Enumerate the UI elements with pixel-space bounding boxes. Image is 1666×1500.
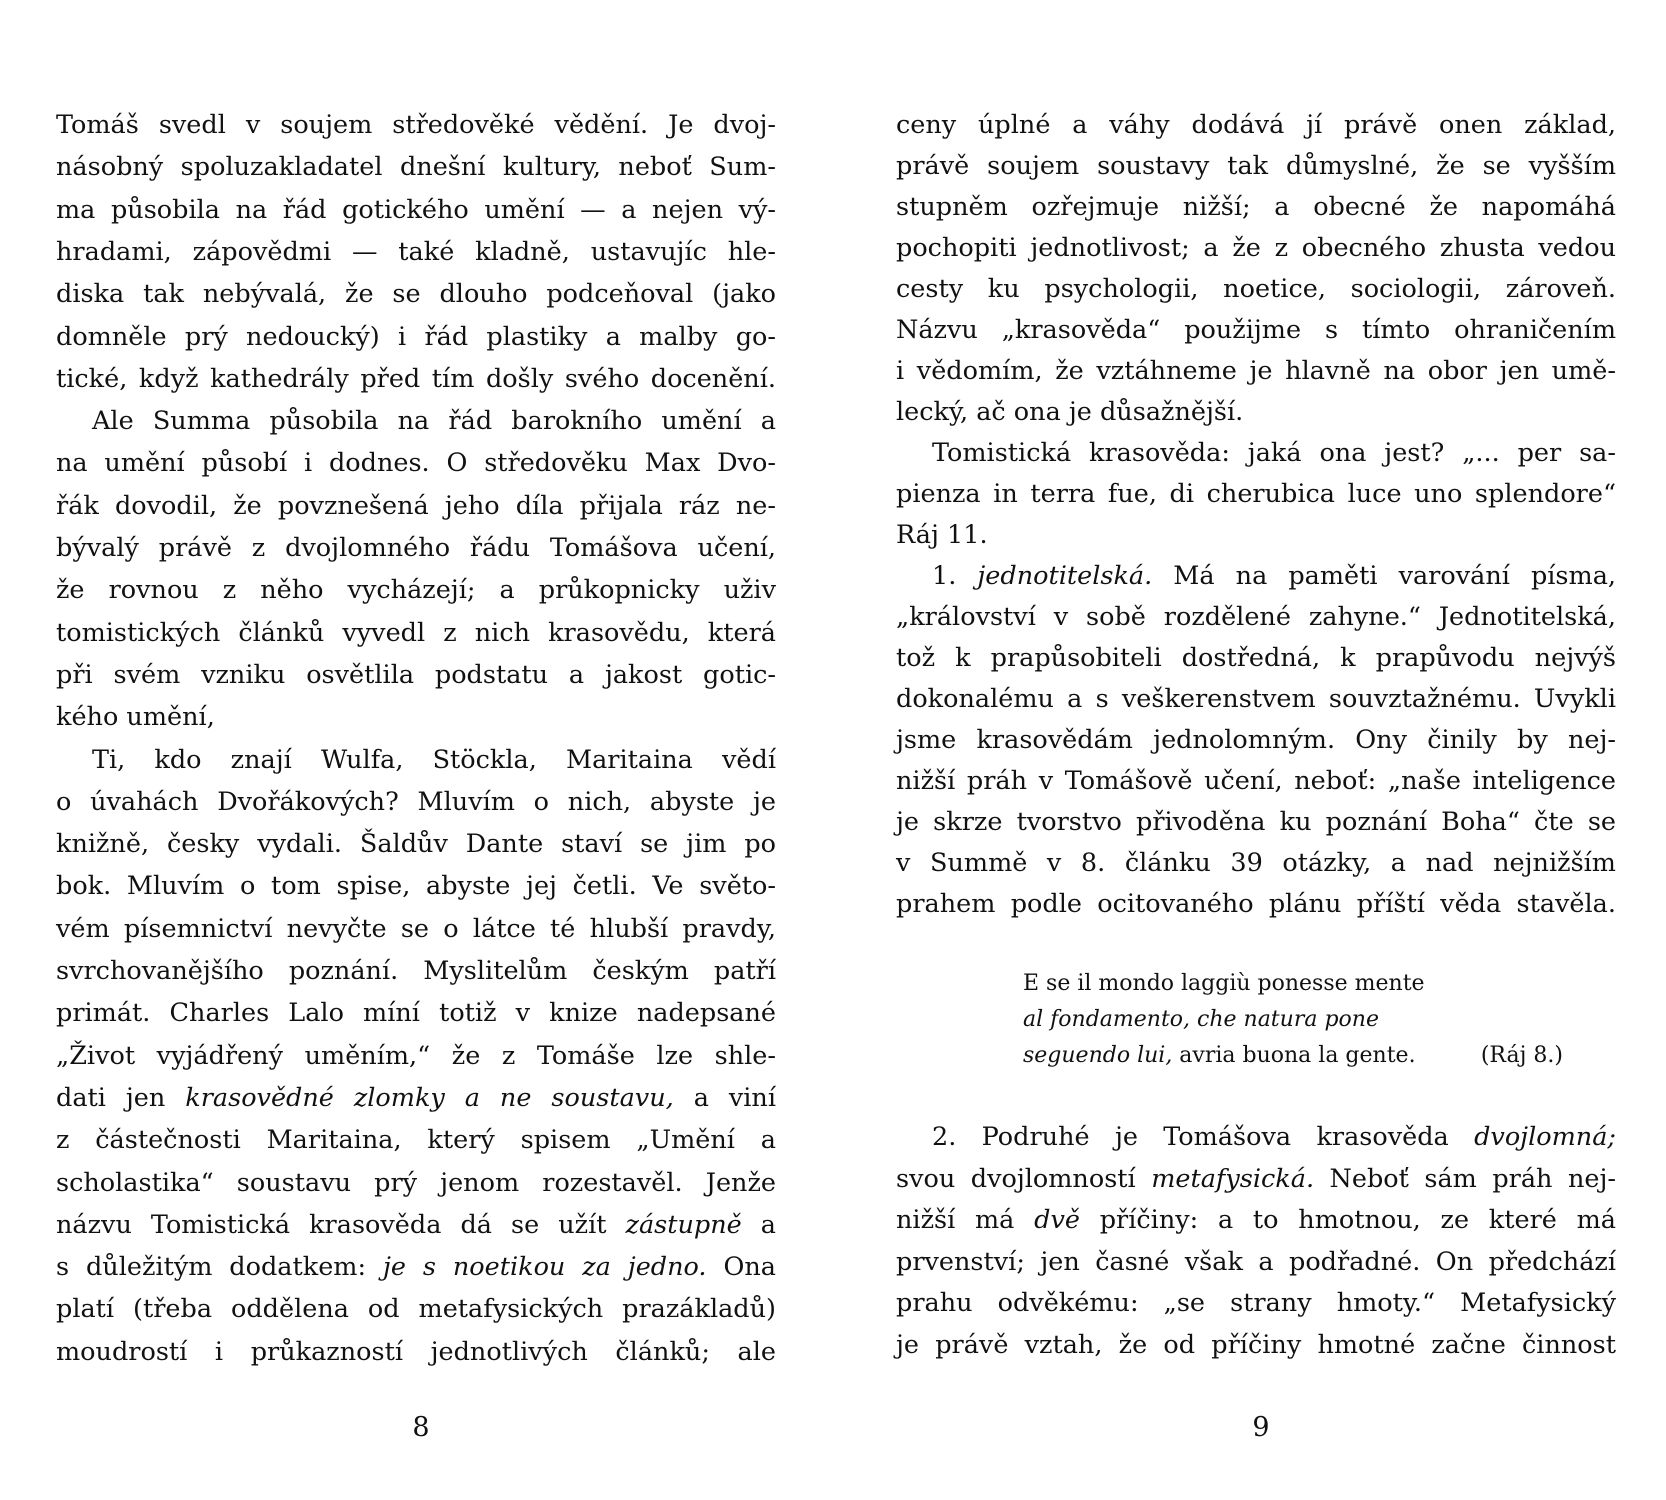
italic-text: jednotitelská.: [977, 561, 1153, 591]
text-span: platí (třeba oddělena od metafysických prazákladů): [56, 1294, 776, 1325]
text-line: [56, 273, 776, 315]
quotation-line: [1023, 1002, 1379, 1038]
text-line: [932, 432, 1616, 474]
page-number-left: 8: [412, 1412, 430, 1443]
text-line: [92, 739, 776, 781]
text-line: [56, 1162, 776, 1204]
text-line: [56, 189, 776, 231]
text-span: prvenství; jen časné však a podřadné. On předchází: [896, 1246, 1616, 1277]
text-line: [56, 1246, 776, 1288]
italic-text: metafysická.: [1151, 1163, 1315, 1194]
text-line: [56, 231, 776, 273]
text-line: [56, 1077, 776, 1119]
text-span: ceny úplné a váhy dodává jí právě onen základ,: [896, 110, 1616, 140]
text-line: [56, 992, 776, 1034]
text-span: kého umění,: [56, 702, 215, 733]
text-line: [896, 883, 1616, 925]
text-span: Tomáš svedl v soujem středověké vědění. Je dvoj-: [56, 110, 776, 140]
italic-text: dvě: [1034, 1205, 1080, 1235]
text-span: moudrostí i průkazností jednotlivých článků; ale: [56, 1336, 776, 1367]
text-span: scholastika“ soustavu prý jenom rozestavěl. Jenže: [56, 1167, 776, 1198]
text-span: ma působila na řád gotického umění — a nejen vý-: [56, 194, 776, 225]
text-line: [896, 186, 1616, 228]
text-span: „království v sobě rozdělené zahyne.“ Jednotitelská,: [896, 602, 1616, 632]
text-span: stupněm ozřejmuje nižší; a obecné že napomáhá: [896, 192, 1616, 222]
text-span: pochopiti jednotlivost; a že z obecného zhusta vedou: [896, 233, 1616, 263]
text-line: [56, 654, 776, 696]
text-span: primát. Charles Lalo míní totiž v knize nadepsané: [56, 998, 776, 1029]
text-span: tické, když kathedrály před tím došly svého docenění.: [56, 363, 776, 394]
text-line: [56, 1035, 776, 1077]
text-line: [896, 473, 1616, 515]
text-span: z částečnosti Maritaina, který spisem „Umění a: [56, 1125, 776, 1156]
text-line: [56, 527, 776, 569]
text-span: avria buona la gente.: [1172, 1043, 1416, 1068]
text-line: [56, 442, 776, 484]
text-line: [56, 908, 776, 950]
text-line: [56, 1288, 776, 1330]
text-span: Ale Summa působila na řád barokního umění a: [92, 406, 776, 437]
italian-quotation: [1023, 966, 1563, 1086]
text-span: s důležitým dodatkem:: [56, 1252, 383, 1283]
text-span: Ti, kdo znají Wulfa, Stöckla, Maritaina vědí: [92, 744, 776, 775]
text-span: jsme krasovědám jednolomným. Ony činily by nej-: [896, 725, 1616, 755]
text-line: [56, 104, 776, 146]
text-line: [896, 268, 1616, 310]
text-line: [896, 801, 1616, 843]
text-line: [932, 1116, 1616, 1158]
text-span: diska tak nebývalá, že se dlouho podceňoval (jako: [56, 279, 776, 310]
text-span: lecký, ač ona je důsažnější.: [896, 397, 1244, 427]
text-span: je právě vztah, že od příčiny hmotné začne činnost: [896, 1329, 1616, 1360]
text-line: [56, 865, 776, 907]
text-line: [56, 358, 776, 400]
text-span: tomistických článků vyvedl z nich krasovědu, která: [56, 617, 776, 648]
text-line: [896, 227, 1616, 269]
text-span: na umění působí i dodnes. O středověku Max Dvo-: [56, 448, 776, 479]
text-line: [56, 1331, 776, 1373]
text-span: vém písemnictví nevyčte se o látce té hlubší pravdy,: [56, 913, 776, 944]
text-line: [896, 719, 1616, 761]
text-span: při svém vzniku osvětlila podstatu a jakost gotic-: [56, 659, 776, 690]
text-line: [56, 1119, 776, 1161]
text-line: [896, 596, 1616, 638]
text-span: domněle prý nedoucký) i řád plastiky a malby go-: [56, 321, 776, 352]
text-span: bývalý právě z dvojlomného řádu Tomášova učení,: [56, 533, 776, 563]
text-span: 1.: [932, 561, 978, 591]
text-span: dokonalému a s veškerenstvem souvztažnému. Uvykli: [896, 684, 1616, 714]
text-span: nižší práh v Tomášově učení, neboť: „naše inteligence: [896, 766, 1616, 796]
text-line: [56, 612, 776, 654]
text-span: a: [741, 1209, 777, 1240]
text-span: dati jen: [56, 1082, 186, 1113]
text-span: knižně, česky vydali. Šaldův Dante staví se jim po: [56, 829, 776, 860]
text-span: násobný spoluzakladatel dnešní kultury, neboť Sum-: [56, 152, 776, 183]
text-line: [932, 555, 1616, 597]
text-line: [896, 309, 1616, 351]
text-line: [896, 1282, 1616, 1324]
italic-text: seguendo lui,: [1023, 1043, 1173, 1068]
text-line: [56, 146, 776, 188]
text-line: [56, 781, 776, 823]
text-span: svrchovanějšího poznání. Myslitelům českým patří: [56, 956, 776, 986]
text-span: Má na paměti varování písma,: [1152, 561, 1617, 591]
text-line: [896, 1241, 1616, 1283]
text-span: E se il mondo laggiù ponesse mente: [1023, 971, 1425, 996]
text-span: řák dovodil, že povznešená jeho díla přijala ráz ne-: [56, 490, 776, 521]
text-span: Ona: [706, 1252, 776, 1283]
text-span: „Život vyjádřený uměním,“ že z Tomáše lze shle-: [56, 1040, 776, 1071]
text-line: [56, 316, 776, 358]
text-span: právě soujem soustavy tak důmyslné, že se vyšším: [896, 151, 1616, 181]
text-span: tož k prapůsobiteli dostředná, k prapůvodu nejvýš: [896, 643, 1616, 673]
text-span: cesty ku psychologii, noetice, sociologii, zároveň.: [896, 274, 1616, 304]
text-span: 2. Podruhé je Tomášova krasověda: [932, 1122, 1475, 1152]
text-line: [896, 350, 1616, 392]
text-line: [896, 514, 1616, 556]
text-line: [896, 760, 1616, 802]
page-number-right: 9: [1252, 1412, 1270, 1443]
text-span: Ráj 11.: [896, 520, 988, 550]
text-line: [56, 569, 776, 611]
text-span: Názvu „krasověda“ použijme s tímto ohraničením: [896, 315, 1616, 345]
text-line: [56, 485, 776, 527]
italic-text: zástupně: [625, 1209, 742, 1240]
text-span: svou dvojlomností: [896, 1163, 1152, 1194]
text-span: nižší má: [896, 1205, 1035, 1235]
text-line: [896, 391, 1616, 433]
quotation-line: [1023, 966, 1425, 1002]
text-span: je skrze tvorstvo přivoděna ku poznání Boha“ čte se: [896, 807, 1616, 837]
italic-text: je s noetikou za jedno.: [382, 1252, 707, 1283]
text-line: [896, 1324, 1616, 1366]
text-line: [56, 696, 776, 738]
text-span: prahu odvěkému: „se strany hmoty.“ Metafysický: [896, 1288, 1616, 1318]
quotation-reference: (Ráj 8.): [1480, 1043, 1563, 1068]
text-line: [896, 678, 1616, 720]
text-span: prahem podle ocitovaného plánu příští věda stavěla.: [896, 889, 1616, 919]
text-line: [92, 400, 776, 442]
text-span: bok. Mluvím o tom spise, abyste jej četli. Ve světo-: [56, 871, 776, 902]
text-span: a viní: [673, 1082, 776, 1113]
text-span: pienza in terra fue, di cherubica luce uno splendore“: [896, 479, 1616, 509]
text-line: [896, 104, 1616, 146]
text-line: [56, 1204, 776, 1246]
text-line: [896, 1158, 1616, 1200]
text-line: [896, 842, 1616, 884]
text-line: [896, 145, 1616, 187]
text-span: názvu Tomistická krasověda dá se užít: [56, 1209, 626, 1240]
text-line: [56, 950, 776, 992]
text-span: o úvahách Dvořákových? Mluvím o nich, abyste je: [56, 786, 776, 817]
text-span: Tomistická krasověda: jaká ona jest? „... per sa-: [932, 438, 1616, 468]
text-span: že rovnou z něho vycházejí; a průkopnicky uživ: [56, 575, 776, 606]
italic-text: dvojlomná;: [1474, 1122, 1616, 1152]
right-page: [896, 0, 1616, 1500]
italic-text: krasovědné zlomky a ne soustavu,: [185, 1082, 674, 1113]
text-line: [896, 1199, 1616, 1241]
italic-text: al fondamento, che natura pone: [1023, 1007, 1379, 1032]
quotation-line: [1023, 1038, 1416, 1074]
text-line: [56, 823, 776, 865]
text-span: hradami, zápovědmi — také kladně, ustavujíc hle-: [56, 236, 776, 267]
text-span: Neboť sám práh nej-: [1314, 1163, 1616, 1194]
left-page: [56, 0, 776, 1500]
text-line: [896, 637, 1616, 679]
text-span: v Summě v 8. článku 39 otázky, a nad nejnižším: [896, 848, 1616, 878]
text-span: i vědomím, že vztáhneme je hlavně na obor jen umě-: [896, 356, 1616, 386]
text-span: příčiny: a to hmotnou, ze které má: [1079, 1205, 1616, 1235]
